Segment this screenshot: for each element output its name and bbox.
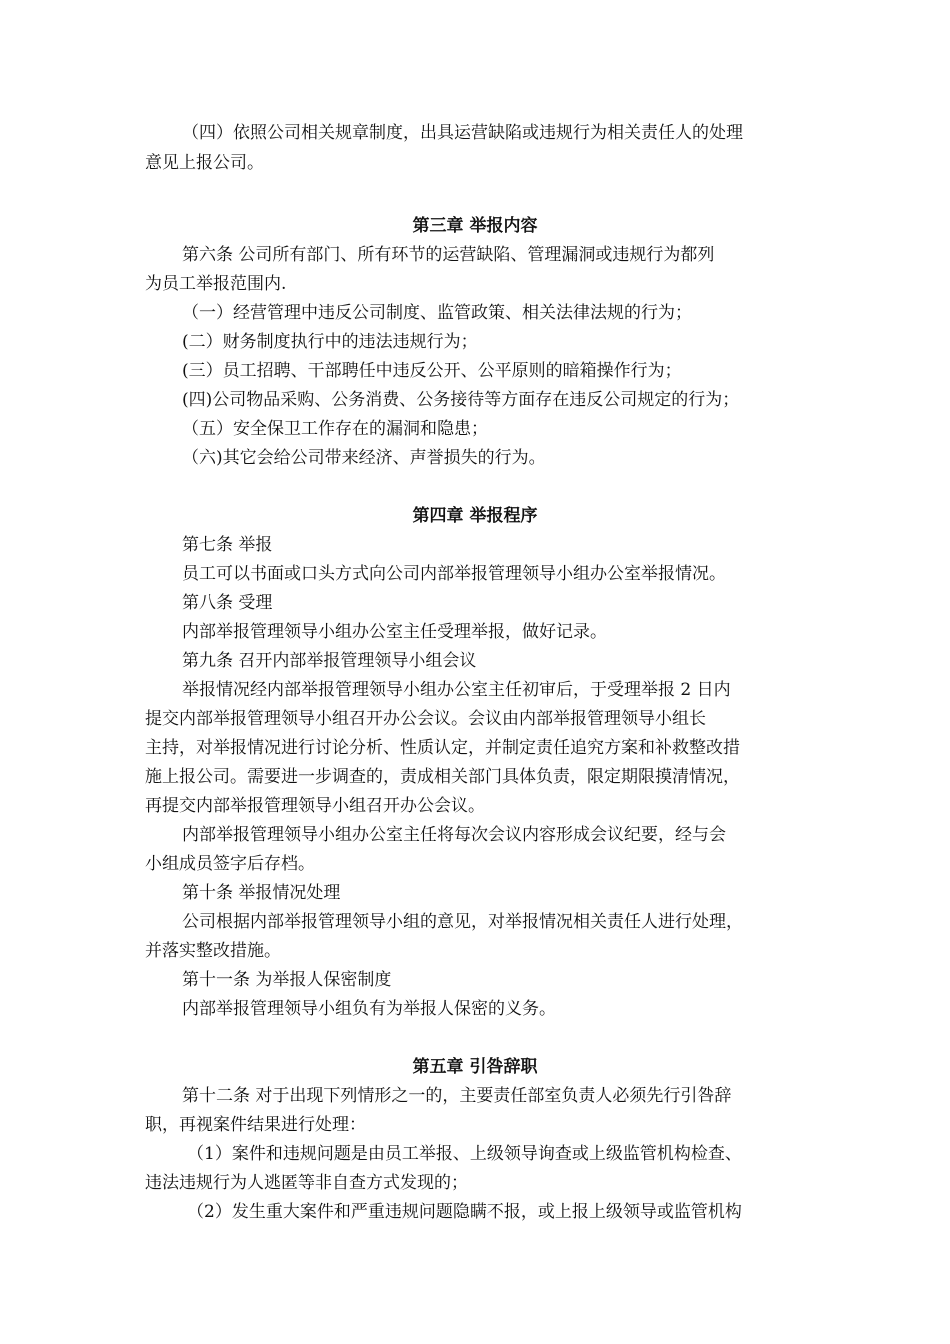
chapter-heading: 第四章 举报程序 [412,506,538,526]
article-title: 第十一条 为举报人保密制度 [182,970,392,990]
paragraph-line: 内部举报管理领导小组负有为举报人保密的义务。 [182,999,556,1019]
paragraph-line: 举报情况经内部举报管理领导小组办公室主任初审后，于受理举报 2 日内 [182,680,731,700]
paragraph-line: 再提交内部举报管理领导小组召开办公会议。 [145,796,485,816]
article-title: 第七条 举报 [182,535,273,555]
chapter-heading: 第五章 引咎辞职 [412,1057,538,1077]
list-item: (二）财务制度执行中的违法违规行为； [182,332,478,352]
list-item: （一）经营管理中违反公司制度、监管政策、相关法律法规的行为； [182,303,692,323]
chapter-heading: 第三章 举报内容 [412,216,538,236]
paragraph-line: 内部举报管理领导小组办公室主任受理举报，做好记录。 [182,622,607,642]
paragraph-line: 提交内部举报管理领导小组召开办公会议。会议由内部举报管理领导小组长 [145,709,706,729]
paragraph-line: 意见上报公司。 [145,153,264,173]
paragraph-line: 职，再视案件结果进行处理： [145,1115,366,1135]
article-title: 第九条 召开内部举报管理领导小组会议 [182,651,477,671]
article-title: 第十条 举报情况处理 [182,883,341,903]
paragraph-line: 并落实整改措施。 [145,941,281,961]
list-item: （2）发生重大案件和严重违规问题隐瞒不报，或上报上级领导或监管机构 [187,1202,742,1222]
list-item: （六)其它会给公司带来经济、声誉损失的行为。 [182,448,546,468]
paragraph-line: 主持，对举报情况进行讨论分析、性质认定，并制定责任追究方案和补救整改措 [145,738,740,758]
paragraph-line: 公司根据内部举报管理领导小组的意见，对举报情况相关责任人进行处理， [182,912,743,932]
paragraph-line: 施上报公司。需要进一步调查的，责成相关部门具体负责，限定期限摸清情况， [145,767,740,787]
list-item: （1）案件和违规问题是由员工举报、上级领导询查或上级监管机构检查、 [187,1144,742,1164]
list-item: （五）安全保卫工作存在的漏洞和隐患； [182,419,488,439]
list-item: (四)公司物品采购、公务消费、公务接待等方面存在违反公司规定的行为； [182,390,740,410]
paragraph-line: 员工可以书面或口头方式向公司内部举报管理领导小组办公室举报情况。 [182,564,726,584]
list-item: (三）员工招聘、干部聘任中违反公开、公平原则的暗箱操作行为； [182,361,682,381]
article-title: 第八条 受理 [182,593,273,613]
paragraph-line: 内部举报管理领导小组办公室主任将每次会议内容形成会议纪要，经与会 [182,825,726,845]
paragraph-line: 第十二条 对于出现下列情形之一的，主要责任部室负责人必须先行引咎辞 [182,1086,732,1106]
paragraph-line: 小组成员签字后存档。 [145,854,315,874]
paragraph-line: （四）依照公司相关规章制度，出具运营缺陷或违规行为相关责任人的处理 [182,123,743,143]
paragraph-line: 为员工举报范围内. [145,274,287,294]
paragraph-line: 违法违规行为人逃匿等非自查方式发现的； [145,1173,468,1193]
paragraph-line: 第六条 公司所有部门、所有环节的运营缺陷、管理漏洞或违规行为都列 [182,245,715,265]
